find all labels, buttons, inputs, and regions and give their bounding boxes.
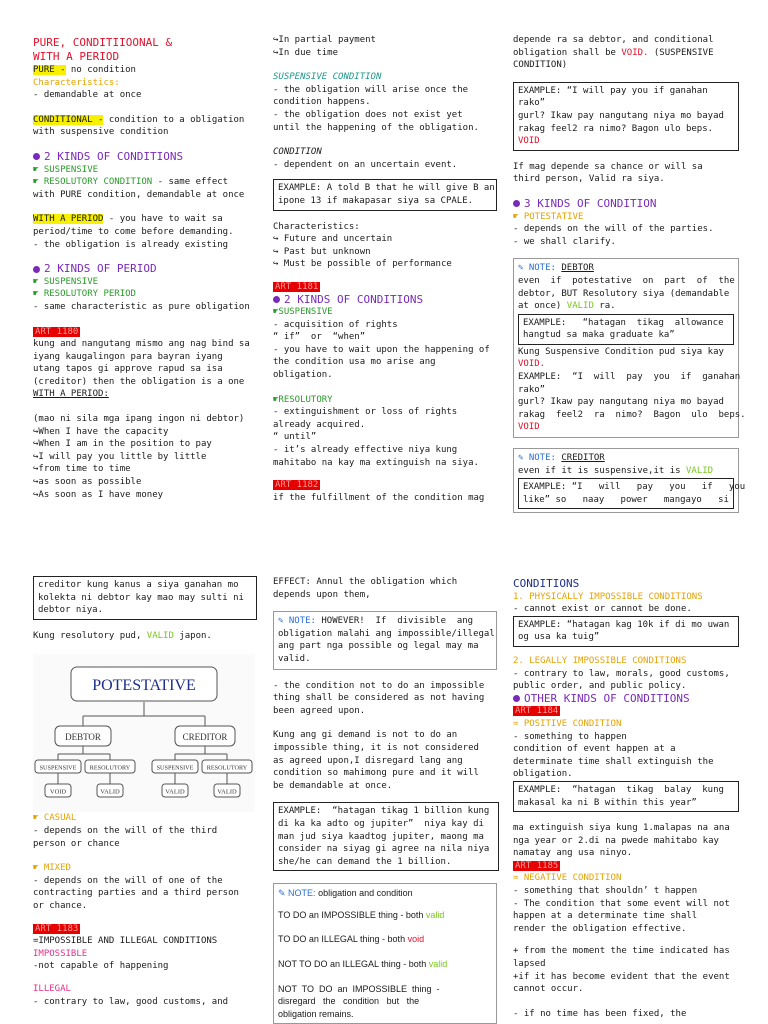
example-line: EXAMPLE: “hatagan kag 10k if di mo uwan — [518, 619, 730, 630]
text-line: person or chance — [33, 838, 120, 849]
diagram-result-label: VALID — [100, 788, 120, 796]
rule-row: NOT TO DO an ILLEGAL thing - both valid — [278, 959, 448, 970]
resolutory-definition: with PURE condition, demandable at once — [33, 189, 245, 200]
bullet-icon — [513, 695, 520, 702]
text-line: CONDITION) — [513, 60, 568, 71]
period-same-text: - same characteristic as pure obligation — [33, 301, 250, 312]
physically-impossible-heading: 1. PHYSICALLY IMPOSSIBLE CONDITIONS — [513, 591, 703, 602]
text-line: - the obligation does not exist yet — [273, 109, 463, 120]
example-line: consider na siyag gi agree na nila niya — [278, 844, 490, 855]
with-period-definition-3: - the obligation is already existing — [33, 239, 229, 250]
text-line: public order, and public policy. — [513, 681, 687, 692]
demandable-text: - demandable at once — [33, 90, 142, 101]
art-1181-label: ART 1181 — [275, 281, 319, 292]
text-line: mahitabo na kay ma extinguish na siya. — [273, 457, 479, 468]
text-line: “ until” — [273, 432, 317, 443]
diagram-debtor-label: DEBTOR — [65, 732, 101, 743]
rule-row: TO DO an IMPOSSIBLE thing - both valid — [278, 909, 445, 920]
text-line: - it’s already effective niya kung — [273, 445, 458, 456]
mixed-item: ☛ MIXED — [33, 863, 71, 874]
condition-definition: - dependent on an uncertain event. — [273, 159, 458, 170]
text-line: happen at a determinate time shall — [513, 911, 698, 922]
note-line: ✎ NOTE: HOWEVER! If divisible ang — [278, 616, 474, 627]
with-period-definition: WITH A PERIOD - you have to wait sa — [33, 214, 223, 225]
bullet-icon — [33, 266, 40, 273]
text-line: - something that shouldn’ t happen — [513, 886, 698, 897]
payment-phrase: ↪In partial payment — [273, 35, 376, 45]
suspensive-condition-heading: SUSPENSIVE CONDITION — [273, 72, 382, 83]
characteristic-item: ↪ Must be possible of performance — [273, 259, 452, 270]
text-line: condition of event happen at a — [513, 744, 676, 755]
debtor-phrase: ↪from time to time — [33, 464, 131, 475]
art-text-line: iyang kaugalingon para bayran iyang — [33, 351, 223, 362]
text-line: - The condition that some event will not — [513, 898, 730, 909]
rule-row: TO DO an ILLEGAL thing - both void — [278, 934, 425, 945]
conditional-definition: CONDITIONAL - condition to a obligation — [33, 114, 245, 125]
text-line: Kung ang gi demand is not to do an — [273, 730, 458, 741]
text-line: condition so mahimong pure and it will — [273, 768, 479, 779]
suspensive-item: ☛SUSPENSIVE — [273, 307, 333, 318]
text-line: -not capable of happening — [33, 961, 169, 972]
text-line: creditor kung kanus a siya ganahan mo — [38, 580, 239, 590]
pointing-hand-icon: ☛ — [33, 276, 44, 287]
art-1185-label: ART 1185 — [515, 860, 559, 871]
text-line: debtor, BUT Resolutory siya (demandable — [518, 288, 730, 299]
text-line: depende ra sa debtor, and conditional — [513, 35, 714, 45]
example-line: di ka ka adto og jupiter” niya kay di — [278, 818, 484, 829]
example-box — [513, 781, 739, 812]
creditor-continued-box — [33, 576, 257, 620]
bullet-icon — [273, 296, 280, 303]
column-2 — [273, 34, 498, 504]
pencil-icon: ✎ — [278, 888, 289, 899]
potestative-item: ☛ POTESTATIVE — [513, 211, 584, 222]
note-header: ✎ NOTE: DEBTOR — [518, 263, 594, 274]
debtor-phrase: ↪as soon as possible — [33, 477, 142, 488]
text-line: lapsed — [513, 959, 546, 970]
example-line: makasal ka ni B within this year” — [518, 797, 697, 808]
text-line: - something to happen — [513, 731, 627, 742]
text-line: + from the moment the time indicated has — [513, 946, 730, 957]
period-resolutory: ☛ RESOLUTORY PERIOD — [33, 289, 136, 300]
example-box — [273, 802, 499, 871]
text-line: “ if” or “when” — [273, 332, 366, 343]
potestative-diagram-svg — [33, 654, 255, 812]
text-line: - depends on the will of the third — [33, 825, 218, 836]
diagram-leaf-label: RESOLUTORY — [89, 764, 131, 772]
column-5 — [273, 576, 498, 1024]
suspensive-item: ☛ SUSPENSIVE — [33, 164, 99, 175]
text-line: EFFECT: Annul the obligation which — [273, 577, 458, 587]
diagram-result-label: VOID — [49, 788, 67, 796]
column-3 — [513, 34, 746, 513]
text-line: or chance. — [33, 900, 88, 911]
diagram-leaf-label: SUSPENSIVE — [156, 764, 194, 772]
debtor-phrase: ↪As soon as I have money — [33, 489, 164, 500]
column-4 — [33, 576, 258, 1008]
text-line: impossible thing, it is not considered — [273, 742, 479, 753]
debtor-phrase: ↪When I am in the position to pay — [33, 439, 212, 450]
art-1182-label: ART 1182 — [275, 480, 319, 491]
creditor-valid-line: even if it is suspensive,it is VALID — [518, 465, 714, 476]
positive-condition: = POSITIVE CONDITION — [513, 718, 622, 729]
note-header: ✎ NOTE: CREDITOR — [518, 453, 605, 464]
example-line: hangtud sa maka graduate ka” — [523, 330, 675, 341]
valid-line: at once) VALID ra. — [518, 301, 616, 312]
text-line: contracting parties and a third person — [33, 888, 239, 899]
example-line: gurl? Ikaw pay nangutang niya mo bayad — [518, 110, 724, 121]
art-text-line: utang tapos gi approve rapud sa isa — [33, 364, 223, 375]
condition-heading: CONDITION — [273, 147, 322, 158]
negative-condition: = NEGATIVE CONDITION — [513, 873, 622, 884]
diagram-result-label: VALID — [165, 788, 185, 796]
obligation-condition-note — [273, 883, 497, 1024]
text-line: obligation. — [273, 370, 333, 381]
art-1183-label: ART 1183 — [35, 923, 79, 934]
conditions-heading: CONDITIONS — [513, 577, 580, 590]
example-line: rakag feel2 ra nimo? Bagon ulo beps. — [518, 409, 746, 420]
characteristic-item: ↪ Future and uncertain — [273, 234, 393, 245]
diagram-leaf-label: RESOLUTORY — [206, 764, 248, 772]
text-line: - depends on the will of one of the — [33, 875, 223, 886]
example-line: EXAMPLE: “I will pay you if you — [523, 482, 746, 493]
pointing-hand-icon: ☛ — [33, 289, 44, 300]
void-label: VOID — [518, 422, 540, 433]
example-line: EXAMPLE: A told B that he will give B an — [278, 183, 495, 194]
text-line: cannot occur. — [513, 984, 584, 995]
text-line: the condition usa mo arise ang — [273, 357, 436, 368]
text-line: even if potestative on part of the — [518, 275, 735, 286]
text-line: - the condition not to do an impossible — [273, 680, 485, 691]
example-line: og usa ka tuig” — [518, 632, 600, 643]
art-1180-label: ART 1180 — [35, 326, 79, 337]
debtor-phrase: ↪When I have the capacity — [33, 426, 169, 437]
text-line: depends upon them, — [273, 589, 371, 600]
example-line: like” so naay power mangayo si — [523, 494, 729, 505]
text-line: - you have to wait upon the happening of — [273, 344, 490, 355]
creditor-example-box — [518, 478, 746, 509]
text-line: - the obligation will arise once the — [273, 84, 469, 95]
note-header: ✎ NOTE: obligation and condition — [278, 888, 413, 899]
rule-row: disregard the condition but the — [278, 996, 420, 1007]
text-line: already acquired. — [273, 419, 366, 430]
text-line: If mag depende sa chance or will sa — [513, 161, 703, 172]
example-line: EXAMPLE: “hatagan tikag allowance — [523, 317, 724, 328]
text-line: kolekta ni debtor kay mao may sulti ni — [38, 592, 244, 603]
rule-row: obligation remains. — [278, 1008, 354, 1019]
example-line: EXAMPLE: “hatagan tikag 1 billion kung — [278, 806, 490, 817]
example-line: rako” — [518, 384, 546, 395]
illegal-label: ILLEGAL — [33, 983, 71, 994]
example-line: ipone 13 if makapasar siya sa CPALE. — [278, 195, 474, 206]
pencil-icon: ✎ — [518, 453, 529, 464]
text-line: determinate time shall extinguish the — [513, 756, 714, 767]
example-line: EXAMPLE: “hatagan tikag balay kung — [518, 784, 724, 795]
with-a-period-underlined: WITH A PERIOD: — [33, 389, 109, 400]
pure-definition: PURE - no condition — [33, 65, 136, 75]
text-line: until the happening of the obligation. — [273, 122, 479, 133]
text-line: namatay ang usa ninyo. — [513, 848, 633, 859]
art-1184-label: ART 1184 — [515, 706, 559, 717]
text-line: been agreed upon. — [273, 705, 366, 716]
text-line: nga year or 2.di na pwede mahitabo kay — [513, 835, 719, 846]
text-line: render the obligation effective. — [513, 923, 687, 934]
text-line: thing shall be considered as not having — [273, 693, 485, 704]
column-1 — [33, 36, 258, 501]
example-box — [513, 82, 739, 151]
text-line: - extinguishment or loss of rights — [273, 407, 458, 418]
rule-row: NOT TO DO an IMPOSSIBLE thing - — [278, 983, 440, 994]
text-line: +if it has become evident that the event — [513, 971, 730, 982]
heading-line-1: PURE, CONDITIIOONAL & — [33, 36, 173, 49]
potestative-diagram — [33, 654, 255, 812]
payment-phrase: ↪In due time — [273, 47, 339, 58]
note-line: valid. — [278, 653, 311, 664]
pointing-hand-icon: ☛ — [33, 177, 44, 188]
two-kinds-period-heading: 2 KINDS OF PERIOD — [33, 263, 258, 276]
diagram-result-label: VALID — [217, 788, 237, 796]
text-line: - cannot exist or cannot be done. — [513, 604, 692, 615]
void-label: VOID — [518, 136, 540, 147]
example-box — [273, 179, 497, 210]
resolutory-item: ☛RESOLUTORY — [273, 394, 333, 405]
debtor-note-box — [513, 258, 746, 438]
two-kinds-conditions-heading: 2 KINDS OF CONDITIONS — [33, 151, 258, 164]
casual-item: ☛ CASUAL — [33, 813, 77, 824]
text-line: Kung Suspensive Condition pud siya kay — [518, 346, 724, 357]
example-line: EXAMPLE: “I will pay you if ganahan — [518, 372, 741, 383]
with-period-definition-2: period/time to come before demanding. — [33, 226, 234, 237]
diagram-creditor-label: CREDITOR — [182, 732, 228, 743]
text-line: - we shall clarify. — [513, 236, 616, 247]
three-kinds-heading: 3 KINDS OF CONDITION — [513, 198, 739, 211]
resolutory-item: ☛ RESOLUTORY CONDITION - same effect — [33, 177, 229, 188]
bullet-icon — [513, 200, 520, 207]
example-line: rakag feel2 ra nimo? Bagon ulo beps. — [518, 123, 714, 134]
inner-example-box — [518, 314, 734, 345]
text-line: as agreed upon,I disregard lang ang — [273, 755, 463, 766]
heading-line-2: WITH A PERIOD — [33, 50, 120, 63]
characteristics-label: Characteristics: — [33, 77, 120, 88]
bullet-icon — [33, 153, 40, 160]
conditional-definition-2: with suspensive condition — [33, 127, 169, 138]
pencil-icon: ✎ — [278, 616, 289, 627]
debtor-phrase: ↪I will pay you little by little — [33, 451, 207, 462]
text-line: - if no time has been fixed, the — [513, 1008, 687, 1019]
impossible-label: IMPOSSIBLE — [33, 948, 88, 959]
however-note-box — [273, 611, 497, 669]
pencil-icon: ✎ — [518, 263, 529, 274]
two-kinds-conditions-heading: 2 KINDS OF CONDITIONS — [273, 294, 498, 307]
resolutory-valid-line: Kung resolutory pud, VALID japon. — [33, 630, 212, 641]
text-line: condition happens. — [273, 97, 371, 108]
text-line: - depends on the will of the parties. — [513, 224, 714, 235]
text-line: ma extinguish siya kung 1.malapas na ana — [513, 823, 730, 834]
text-line: - contrary to law, good customs, and — [33, 996, 229, 1007]
characteristics-label: Characteristics: — [273, 221, 360, 232]
impossible-illegal-heading: =IMPOSSIBLE AND ILLEGAL CONDITIONS — [33, 936, 218, 947]
text-line: obligation. — [513, 769, 573, 780]
other-kinds-heading: OTHER KINDS OF CONDITIONS — [513, 693, 739, 706]
text-line: - contrary to law, morals, good customs, — [513, 668, 730, 679]
diagram-leaf-label: SUSPENSIVE — [39, 764, 77, 772]
example-box — [513, 616, 739, 647]
creditor-note-box — [513, 448, 746, 513]
characteristic-item: ↪ Past but unknown — [273, 246, 371, 257]
text-line: debtor niya. — [38, 605, 104, 616]
text-line: be demandable at once. — [273, 780, 393, 791]
column-6 — [513, 578, 739, 1020]
art-1182-text: if the fulfillment of the condition mag — [273, 492, 485, 503]
diagram-title: POTESTATIVE — [92, 677, 196, 695]
art-text-line: kung and nangutang mismo ang nag bind sa — [33, 339, 250, 350]
pointing-hand-icon: ☛ — [33, 164, 44, 175]
example-line: man jud siya kaadtog jupiter, maong ma — [278, 831, 484, 842]
note-line: obligation malahi ang impossible/illegal — [278, 628, 495, 639]
debtor-phrases-intro: (mao ni sila mga ipang ingon ni debtor) — [33, 414, 245, 425]
example-line: rako” — [518, 98, 546, 109]
art-text-line: (creditor) then the obligation is a one — [33, 376, 245, 387]
void-line: obligation shall be VOID. (SUSPENSIVE — [513, 47, 714, 58]
period-suspensive: ☛ SUSPENSIVE — [33, 276, 99, 287]
text-line: third person, Valid ra siya. — [513, 174, 665, 185]
example-line: gurl? Ikaw pay nangutang niya mo bayad — [518, 397, 724, 408]
legally-impossible-heading: 2. LEGALLY IMPOSSIBLE CONDITIONS — [513, 655, 687, 666]
text-line: - acquisition of rights — [273, 319, 398, 330]
note-line: ang part nga possible og legal may ma — [278, 641, 479, 652]
example-line: she/he can demand the 1 billion. — [278, 856, 452, 867]
void-label: VOID. — [518, 359, 546, 370]
example-line: EXAMPLE: “I will pay you if ganahan — [518, 85, 708, 96]
